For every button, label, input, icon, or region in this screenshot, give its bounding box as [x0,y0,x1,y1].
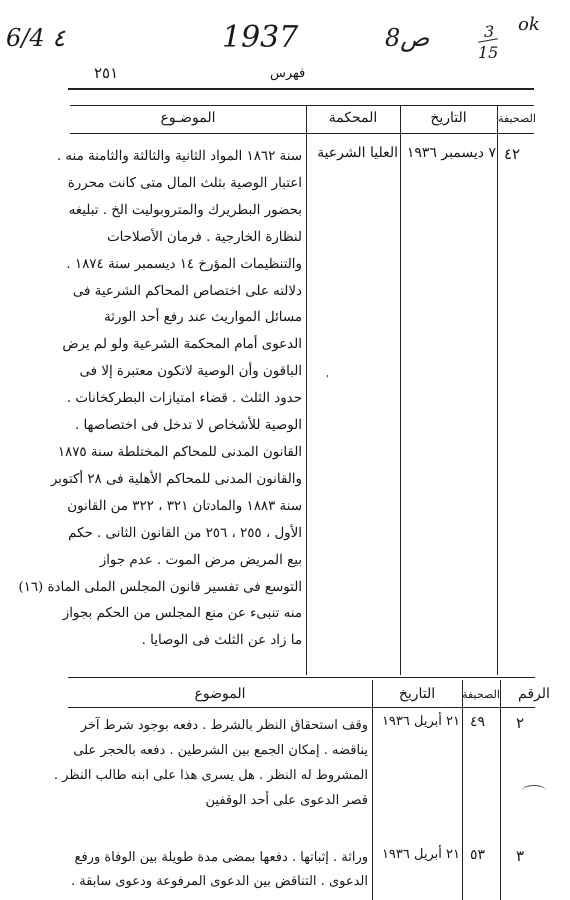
table1-subject-line: مسائل المواريث عند رفع أحد الورثة [103,310,302,326]
table2-row2-num: ٣ [516,847,525,865]
table1-subject-line: سنة ١٨٨٣ والمادتان ٣٢١ ، ٣٢٢ من القانون [67,498,302,514]
table2-row2-subject-line: وراثة . إثباتها . دفعها بمضى مدة طويلة بين الوفاة ورفع [74,850,368,865]
table1-stray-mark: , [326,368,330,379]
table1-subject-line: والتنظيمات المؤرخ ١٤ ديسمبر سنة ١٨٧٤ . [66,256,302,272]
table2-row1-subject-line: وقف استحقاق النظر بالشرط . دفعه بوجود شرط آخر [80,718,368,733]
header-rule [68,88,534,90]
table2-row1-page: ٤٩ [470,714,486,730]
table1-subject-line: اعتبار الوصية بثلث المال متى كانت محررة [67,175,302,191]
table2-header-date: التاريخ [398,686,436,702]
handwritten-fraction-numerator: 3 [484,22,495,41]
table2-row2-subject [70,846,368,894]
table1-subject-line: لنظارة الخارجية . فرمان الأصلاحات [107,229,302,245]
table1-subject-line: سنة ١٨٦٢ المواد الثانية والثالثة والثامنة منه . [56,149,302,164]
handwritten-year: 1937 [222,20,299,55]
table1-subject-line: الباقون وأن الوصية لاتكون معتبرة إلا فى [79,364,302,380]
table1-divider-court [400,105,401,675]
table2-row2-date: ٢١ أبريل ١٩٣٦ [381,847,460,862]
handwritten-note: 8ص [385,24,430,52]
table1-header-subject: الموضـوع [160,110,216,126]
table2-row1-subject-line: قصر الدعوى على أحد الوقفين [205,793,368,808]
table2-top-rule [68,677,535,678]
table1-header-date: التاريخ [430,110,467,126]
table2-row1-date: ٢١ أبريل ١٩٣٦ [381,714,460,729]
table2-row1-subject-line: المشروط له النظر . هل يسرى هذا على ابنه طالب النظر . [53,768,368,783]
table2-row2-page: ٥٣ [470,847,486,863]
table2-row1-margin-mark [522,785,546,796]
table2-divider-date [462,680,463,900]
table2-header-page: الصحيفة [462,688,500,701]
table2-row2-subject-line: الدعوى . التناقض بين الدعوى المرفوعة ودعوى سابقة . [70,874,368,889]
table1-subject-line: بيع المريض مرض الموت . عدم جواز [99,552,302,568]
table2-row1-subject [53,713,368,813]
table1-top-rule [70,105,534,106]
table1-header-rule [70,133,534,134]
handwritten-ok-mark: ok [518,14,540,35]
table1-subject-line: الوصية للأشخاص لا تدخل فى اختصاصها . [74,418,302,434]
table2-header-rule [68,707,535,708]
table1-subject-line: منه تنبىء عن منع المجلس من الحكم بجواز [62,606,302,622]
table1-subject-line: حدود الثلث . قضاء امتيازات البطركخانات . [66,391,302,407]
table1-row-page: ٤٢ [504,145,521,163]
table1-subject-line: والقانون المدنى للمحاكم الأهلية فى ٢٨ أكتوبر [50,471,302,487]
table1-subject-line: الدعوى أمام المحكمة الشرعية ولو لم يرض [62,337,302,353]
table1-divider-subject [306,105,307,675]
table1-subject-line: التوسع فى تفسير قانون المجلس الملى المادة (١٦) [18,579,302,595]
page-title: فهرس [270,66,306,81]
table2-row1-subject-line: يناقضه . إمكان الجمع بين الشرطين . دفعه بالحجر على [73,743,368,758]
table1-subject-line: ما زاد عن الثلث فى الوصايا . [141,633,302,649]
table1-divider-date [497,105,498,675]
table1-header-page: الصحيفة [498,112,536,125]
table1-row-court: العليا الشرعية [317,145,398,161]
table1-subject-line: دلالته على اختصاص المحاكم الشرعية فى [72,283,302,299]
page-number: ٢٥١ [94,64,119,82]
table1-subject-line: بحضور البطريرك والمتروبوليت الخ . تبليغه [68,202,302,218]
table1-subject-line: القانون المدنى للمحاكم المختلطة سنة ١٨٧٥ [57,444,302,460]
table2-header-subject: الموضوع [194,686,246,702]
table2-divider-page [500,680,501,900]
table2-divider-subject [372,680,373,900]
table1-row-date: ٧ ديسمبر ١٩٣٦ [406,145,496,161]
table1-header-court: المحكمة [328,110,378,126]
table2-header-num: الرقم [518,686,550,702]
table2-row1-num: ٢ [516,714,525,732]
handwritten-page-ref: 6/4 ٤ [6,24,66,52]
table1-row-subject [18,144,302,655]
table1-subject-line: الأول ، ٢٥٥ ، ٢٥٦ من القانون الثانى . حكم [68,525,302,541]
handwritten-fraction-denominator: 15 [478,43,499,62]
